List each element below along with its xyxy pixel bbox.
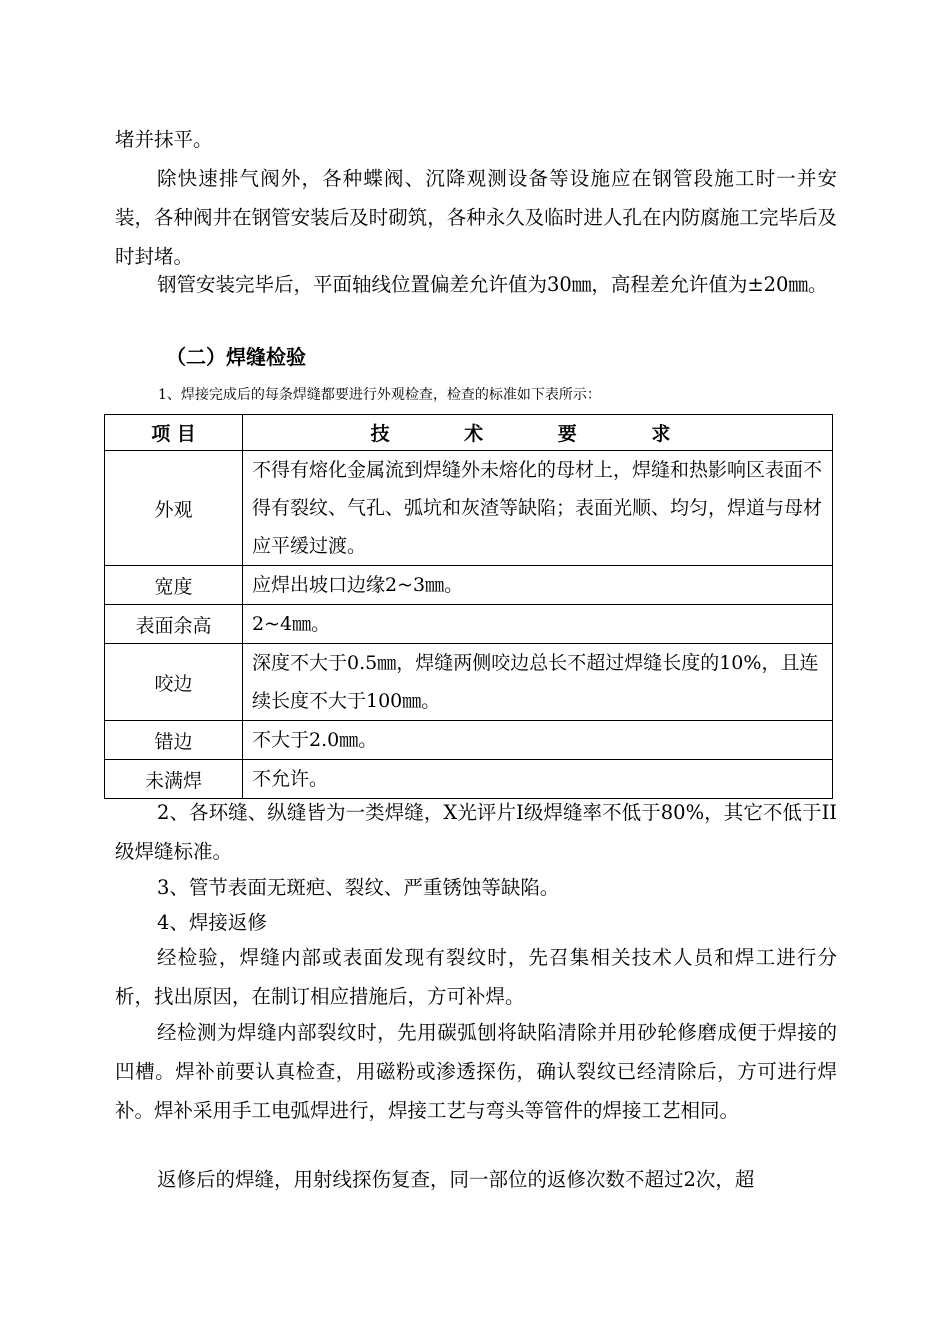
- row-requirement: 不允许。: [243, 760, 833, 799]
- table-header-row: [105, 415, 833, 451]
- paragraph-repair-inspection: 经检验，焊缝内部或表面发现有裂纹时，先召集相关技术人员和焊工进行分析，找出原因，在制订相应措施后，方可补焊。: [115, 946, 837, 1008]
- row-requirement: 不得有熔化金属流到焊缝外未熔化的母材上，焊缝和热影响区表面不得有裂纹、气孔、弧坑和灰渣等缺陷；表面光顺、均匀，焊道与母材应平缓过渡。: [243, 451, 833, 566]
- paragraph-repair-heading: 4、焊接返修: [157, 911, 267, 934]
- row-item: 未满焊: [105, 760, 243, 799]
- paragraph-surface: 3、管节表面无斑疤、裂纹、严重锈蚀等缺陷。: [157, 876, 560, 899]
- row-item: 咬边: [105, 644, 243, 721]
- paragraph-continuation: 堵并抹平。: [115, 128, 213, 151]
- row-requirement: 应焊出坡口边缘2~3㎜。: [243, 566, 833, 605]
- paragraph-weld-class: 2、各环缝、纵缝皆为一类焊缝，X光评片Ⅰ级焊缝率不低于80%，其它不低于II级焊缝标准。: [115, 801, 837, 863]
- row-requirement: 2~4㎜。: [243, 605, 833, 644]
- row-item: 错边: [105, 721, 243, 760]
- paragraph-valves: 除快速排气阀外，各种蝶阀、沉降观测设备等设施应在钢管段施工时一并安装，各种阀井在钢管安装后及时砌筑，各种永久及临时进人孔在内防腐施工完毕后及时封堵。: [115, 167, 837, 268]
- header-item: 项 目: [105, 415, 243, 451]
- header-requirement: 技 术 要 求: [243, 415, 833, 451]
- row-item: 宽度: [105, 566, 243, 605]
- table-intro: 1、焊接完成后的每条焊缝都要进行外观检查，检查的标准如下表所示：: [158, 387, 601, 403]
- table-row: [105, 451, 833, 566]
- weld-inspection-table: [104, 414, 833, 799]
- row-requirement: 深度不大于0.5㎜，焊缝两侧咬边总长不超过焊缝长度的10%，且连续长度不大于100㎜。: [243, 644, 833, 721]
- paragraph-repair-procedure: 经检测为焊缝内部裂纹时，先用碳弧刨将缺陷清除并用砂轮修磨成便于焊接的凹槽。焊补前要认真检查，用磁粉或渗透探伤，确认裂纹已经清除后，方可进行焊补。焊补采用手工电弧焊进行，焊接工艺与弯头等管件的焊接工艺相同。: [115, 1021, 837, 1122]
- row-item: 外观: [105, 451, 243, 566]
- row-item: 表面余高: [105, 605, 243, 644]
- table-row: [105, 566, 833, 605]
- table-row: [105, 605, 833, 644]
- section-heading: （二）焊缝检验: [166, 345, 306, 369]
- table-row: [105, 721, 833, 760]
- row-requirement: 不大于2.0㎜。: [243, 721, 833, 760]
- table-row: [105, 644, 833, 721]
- paragraph-tolerance: 钢管安装完毕后，平面轴线位置偏差允许值为30㎜，高程差允许值为±20㎜。: [157, 273, 828, 296]
- paragraph-recheck: 返修后的焊缝，用射线探伤复查，同一部位的返修次数不超过2次，超: [157, 1168, 755, 1191]
